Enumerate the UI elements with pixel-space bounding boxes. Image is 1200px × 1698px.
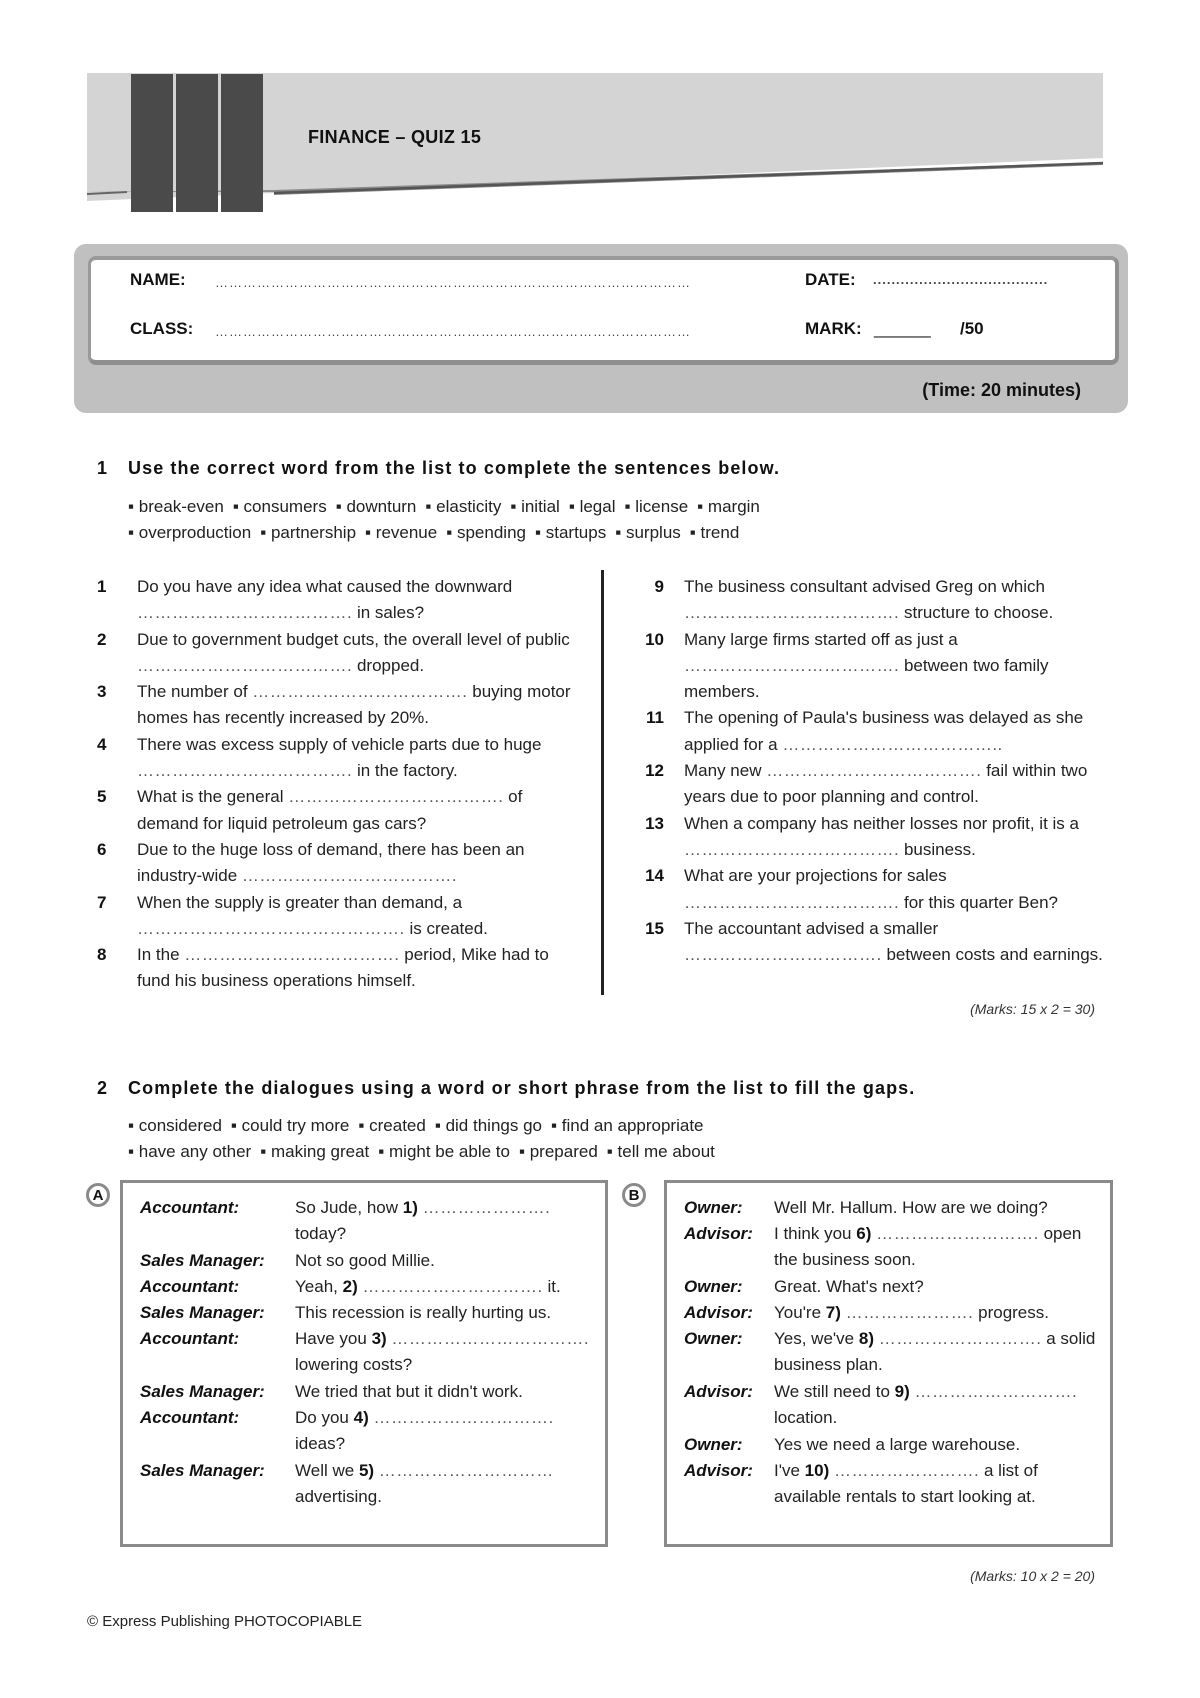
quiz-title: FINANCE – QUIZ 15 — [308, 127, 482, 147]
sentence-item — [640, 627, 1120, 706]
answer-blank[interactable]: …………………. — [422, 1198, 551, 1217]
wordlist-item: ▪ license — [624, 497, 689, 516]
gap-number: 3) — [371, 1329, 387, 1348]
exercise-1-right-column — [640, 574, 1120, 968]
dialogue-line — [295, 1195, 595, 1248]
speaker-name: Sales Manager: — [140, 1382, 265, 1401]
mark-field[interactable]: ______ — [874, 319, 931, 338]
dialogue-text: I've — [774, 1461, 800, 1480]
answer-blank[interactable]: ………………………………. — [137, 655, 353, 675]
sentence-start: Do you have any idea what caused the downward — [137, 577, 513, 596]
dialogue-text-end: a solid business plan. — [774, 1329, 1096, 1375]
sentence-end: buying motor homes has recently increased by 20%. — [137, 682, 571, 728]
answer-blank[interactable]: …………………………. — [373, 1408, 554, 1427]
answer-blank[interactable]: ………………………. — [878, 1329, 1042, 1348]
column-divider — [601, 570, 604, 995]
exercise-1-marks: (Marks: 15 x 2 = 30) — [970, 1001, 1095, 1017]
speaker-name: Sales Manager: — [140, 1461, 265, 1480]
exercise-2-wordlist-row-2 — [128, 1142, 724, 1162]
dialogue-text-end: lowering costs? — [295, 1355, 413, 1375]
sentence-item — [97, 574, 577, 627]
mark-total: /50 — [960, 319, 984, 338]
sentence-end: fail within two years due to poor planning and control. — [684, 761, 1088, 807]
sentence-item — [640, 758, 1120, 811]
class-field[interactable]: ………………………………………………………………………………………… — [215, 324, 691, 339]
answer-blank[interactable]: ………………………………. — [684, 603, 900, 623]
dialogue-text-end: it. — [547, 1277, 561, 1296]
dialogue-line — [774, 1326, 1099, 1379]
name-label: NAME: — [130, 270, 186, 289]
exercise-1-number: 1 — [97, 458, 108, 478]
dialogue-b-badge: B — [622, 1183, 646, 1207]
sentence-start: When the supply is greater than demand, a — [137, 892, 463, 912]
dialogue-line — [774, 1274, 1099, 1300]
sentence-end: is created. — [409, 918, 488, 938]
dialogue-line — [295, 1405, 595, 1458]
speaker-name: Advisor: — [684, 1224, 753, 1243]
speaker-name: Owner: — [684, 1329, 743, 1348]
sentence-item — [640, 811, 1120, 864]
item-number: 11 — [646, 708, 664, 728]
header-decor-bar — [131, 74, 173, 212]
dialogue-text: So Jude, how — [295, 1198, 399, 1217]
sentence-start: The accountant advised a smaller — [684, 918, 939, 938]
gap-number: 8) — [858, 1329, 874, 1348]
wordlist-item: ▪ have any other — [128, 1142, 252, 1161]
sentence-end: business. — [903, 839, 976, 859]
wordlist-item: ▪ legal — [568, 497, 616, 516]
exercise-2-instruction: Complete the dialogues using a word or short phrase from the list to fill the gaps. — [128, 1078, 916, 1098]
answer-blank[interactable]: ………………………………. — [766, 761, 982, 781]
wordlist-item: ▪ partnership — [260, 523, 357, 542]
answer-blank[interactable]: ………………………. — [914, 1382, 1078, 1401]
wordlist-item: ▪ making great — [260, 1142, 370, 1161]
answer-blank[interactable]: ………………………………………. — [137, 918, 405, 938]
exercise-2-marks: (Marks: 10 x 2 = 20) — [970, 1568, 1095, 1584]
exercise-2-wordlist-row-1 — [128, 1116, 713, 1136]
dialogue-text: Have you — [295, 1329, 367, 1348]
answer-blank[interactable]: ………………………………. — [288, 787, 504, 807]
wordlist-item: ▪ elasticity — [425, 497, 502, 516]
answer-blank[interactable]: ………………………. — [876, 1224, 1039, 1243]
sentence-start: The opening of Paula's business was delayed as she applied for a — [684, 708, 1084, 754]
sentence-start: In the — [137, 945, 180, 965]
header-decor-bar — [221, 74, 263, 212]
speaker-name: Advisor: — [684, 1461, 753, 1480]
gap-number: 2) — [342, 1277, 358, 1296]
item-number: 2 — [97, 629, 107, 649]
dialogue-text: I think you — [774, 1224, 852, 1243]
speaker-name: Accountant: — [140, 1198, 240, 1217]
exercise-2-number: 2 — [97, 1078, 108, 1098]
item-number: 8 — [97, 945, 107, 965]
speaker-name: Advisor: — [684, 1303, 753, 1322]
dialogue-text-end: open the business soon. — [774, 1224, 1082, 1270]
sentence-item — [97, 890, 577, 943]
answer-blank[interactable]: …………………. — [845, 1303, 974, 1322]
dialogue-line — [295, 1300, 595, 1326]
sentence-item — [97, 679, 577, 732]
wordlist-item: ▪ could try more — [230, 1116, 350, 1135]
answer-blank[interactable]: ………………………………. — [184, 945, 400, 965]
gap-number: 5) — [358, 1461, 375, 1480]
sentence-start: Many large firms started off as just a — [684, 629, 958, 649]
wordlist-item: ▪ downturn — [335, 497, 417, 516]
dialogue-line — [295, 1458, 595, 1511]
answer-blank[interactable]: …………………………. — [362, 1277, 543, 1296]
wordlist-item: ▪ revenue — [365, 523, 438, 542]
dialogue-line — [295, 1274, 595, 1300]
item-number: 13 — [645, 813, 664, 833]
wordlist-item: ▪ startups — [534, 523, 607, 542]
sentence-end: for this quarter Ben? — [903, 892, 1058, 912]
sentence-item — [640, 916, 1120, 969]
speaker-name: Sales Manager: — [140, 1303, 265, 1322]
sentence-item — [97, 627, 577, 680]
item-number: 1 — [97, 577, 107, 596]
item-number: 15 — [645, 918, 664, 938]
dialogue-a-box — [120, 1180, 608, 1547]
gap-number: 7) — [825, 1303, 841, 1322]
wordlist-item: ▪ considered — [128, 1116, 222, 1135]
sentence-item — [640, 574, 1120, 627]
wordlist-item: ▪ might be able to — [378, 1142, 510, 1161]
dialogue-text: Not so good Millie. — [295, 1251, 435, 1270]
sentence-start: What are your projections for sales — [684, 866, 947, 886]
speaker-name: Accountant: — [140, 1277, 240, 1296]
answer-blank[interactable]: ………………………………. — [241, 866, 458, 886]
wordlist-item: ▪ tell me about — [606, 1142, 715, 1161]
exercise-1-left-column — [97, 574, 577, 995]
wordlist-item: ▪ margin — [697, 497, 760, 516]
wordlist-item: ▪ find an appropriate — [550, 1116, 704, 1135]
dialogue-text: Well Mr. Hallum. How are we doing? — [774, 1198, 1048, 1217]
dialogue-text: We still need to — [774, 1382, 890, 1401]
exercise-1-instruction: Use the correct word from the list to complete the sentences below. — [128, 458, 781, 478]
item-number: 4 — [97, 734, 107, 754]
wordlist-item: ▪ prepared — [518, 1142, 598, 1161]
answer-blank[interactable]: ……………………………. — [391, 1329, 590, 1348]
sentence-end: between costs and earnings. — [886, 945, 1103, 965]
sentence-start: The business consultant advised Greg on which — [684, 577, 1045, 596]
wordlist-item: ▪ trend — [689, 523, 740, 542]
dialogue-text: Yes we need a large warehouse. — [774, 1435, 1021, 1454]
sentence-start: Due to government budget cuts, the overall level of public — [137, 629, 570, 649]
sentence-item — [97, 784, 577, 837]
dialogue-text-end: progress. — [978, 1303, 1049, 1322]
copyright-footer: © Express Publishing PHOTOCOPIABLE — [87, 1613, 363, 1630]
answer-blank[interactable]: ………………………………. — [252, 682, 468, 702]
sentence-end: in the factory. — [356, 761, 458, 781]
gap-number: 10) — [804, 1461, 830, 1480]
speaker-name: Sales Manager: — [140, 1251, 265, 1270]
dialogue-text-end: a list of available rentals to start looking at. — [774, 1461, 1038, 1507]
sentence-end: in sales? — [356, 603, 425, 623]
sentence-item — [97, 837, 577, 890]
dialogue-line — [774, 1195, 1099, 1221]
answer-blank[interactable]: ………………………………. — [684, 655, 900, 675]
speaker-name: Advisor: — [684, 1382, 753, 1401]
dialogue-line — [774, 1300, 1099, 1326]
sentence-item — [97, 732, 577, 785]
dialogue-line — [774, 1458, 1099, 1511]
sentence-start: Many new — [684, 761, 762, 781]
item-number: 10 — [645, 629, 664, 649]
item-number: 6 — [97, 839, 107, 859]
mark-label: MARK: — [805, 319, 862, 338]
dialogue-line — [774, 1221, 1099, 1274]
item-number: 5 — [97, 787, 107, 807]
item-number: 9 — [654, 577, 664, 596]
speaker-name: Owner: — [684, 1435, 743, 1454]
sentence-start: When a company has neither losses nor profit, it is a — [684, 813, 1079, 833]
wordlist-item: ▪ surplus — [615, 523, 681, 542]
dialogue-text: Yeah, — [295, 1277, 338, 1296]
item-number: 12 — [645, 761, 664, 781]
exercise-1-wordlist-row-2 — [128, 523, 748, 543]
sentence-start: Due to the huge loss of demand, there has been an industry-wide — [137, 839, 525, 886]
wordlist-item: ▪ created — [358, 1116, 426, 1135]
item-number: 3 — [97, 682, 107, 702]
dialogue-a-badge: A — [86, 1183, 110, 1207]
dialogue-text: This recession is really hurting us. — [295, 1303, 552, 1322]
answer-blank[interactable]: ………………………………. — [137, 603, 353, 623]
answer-blank[interactable]: ………………………………. — [684, 892, 900, 912]
speaker-name: Accountant: — [140, 1408, 240, 1427]
dialogue-text: Yes, we've — [774, 1329, 855, 1348]
class-label: CLASS: — [130, 319, 194, 338]
gap-number: 6) — [856, 1224, 872, 1243]
answer-blank[interactable]: ………………………………. — [684, 839, 900, 859]
dialogue-b-box — [664, 1180, 1113, 1547]
answer-blank[interactable]: ………………………… — [378, 1461, 554, 1480]
sentence-start: What is the general — [137, 787, 284, 807]
answer-blank[interactable]: ……………………………. — [684, 945, 882, 965]
dialogue-text: Do you — [295, 1408, 349, 1427]
sentence-end: period, Mike had to fund his business operations himself. — [137, 945, 549, 991]
wordlist-item: ▪ did things go — [434, 1116, 542, 1135]
answer-blank[interactable]: ……………………………….. — [782, 734, 1003, 754]
dialogue-line — [774, 1379, 1099, 1432]
gap-number: 4) — [353, 1408, 369, 1427]
dialogue-line — [774, 1432, 1099, 1458]
dialogue-line — [295, 1326, 595, 1379]
dialogue-text-end: advertising. — [295, 1487, 382, 1507]
header-decor-bar — [176, 74, 218, 212]
exercise-1-wordlist-row-1 — [128, 497, 769, 517]
dialogue-text-end: today? — [295, 1224, 347, 1244]
speaker-name: Accountant: — [140, 1329, 240, 1348]
sentence-end: dropped. — [356, 655, 425, 675]
wordlist-item: ▪ overproduction — [128, 523, 252, 542]
time-limit: (Time: 20 minutes) — [922, 380, 1081, 400]
dialogue-text-end: ideas? — [295, 1434, 346, 1454]
dialogue-line — [295, 1379, 595, 1405]
gap-number: 9) — [894, 1382, 910, 1401]
dialogue-line — [295, 1248, 595, 1274]
dialogue-text: We tried that but it didn't work. — [295, 1382, 523, 1401]
sentence-item — [640, 863, 1120, 916]
wordlist-item: ▪ spending — [446, 523, 526, 542]
answer-blank[interactable]: ……………………. — [833, 1461, 980, 1480]
sentence-item — [640, 705, 1120, 758]
item-number: 14 — [645, 866, 664, 886]
item-number: 7 — [97, 892, 107, 912]
speaker-name: Owner: — [684, 1277, 743, 1296]
speaker-name: Owner: — [684, 1198, 743, 1217]
date-field[interactable]: ...................................... — [873, 272, 1049, 287]
answer-blank[interactable]: ………………………………. — [137, 761, 353, 781]
name-field[interactable]: ………………………………………………………………………………………… — [215, 275, 691, 290]
gap-number: 1) — [402, 1198, 418, 1217]
sentence-end: structure to choose. — [903, 603, 1054, 623]
sentence-end: of demand for liquid petroleum gas cars? — [137, 787, 523, 833]
dialogue-text: Well we — [295, 1461, 355, 1480]
date-label: DATE: — [805, 270, 856, 289]
dialogue-text-end: location. — [774, 1408, 838, 1428]
sentence-start: The number of — [137, 682, 248, 702]
wordlist-item: ▪ consumers — [232, 497, 327, 516]
wordlist-item: ▪ initial — [510, 497, 560, 516]
dialogue-text: You're — [774, 1303, 822, 1322]
sentence-end: between two family members. — [684, 655, 1049, 702]
sentence-item — [97, 942, 577, 995]
sentence-start: There was excess supply of vehicle parts due to huge — [137, 734, 542, 754]
wordlist-item: ▪ break-even — [128, 497, 224, 516]
dialogue-text: Great. What's next? — [774, 1277, 924, 1296]
